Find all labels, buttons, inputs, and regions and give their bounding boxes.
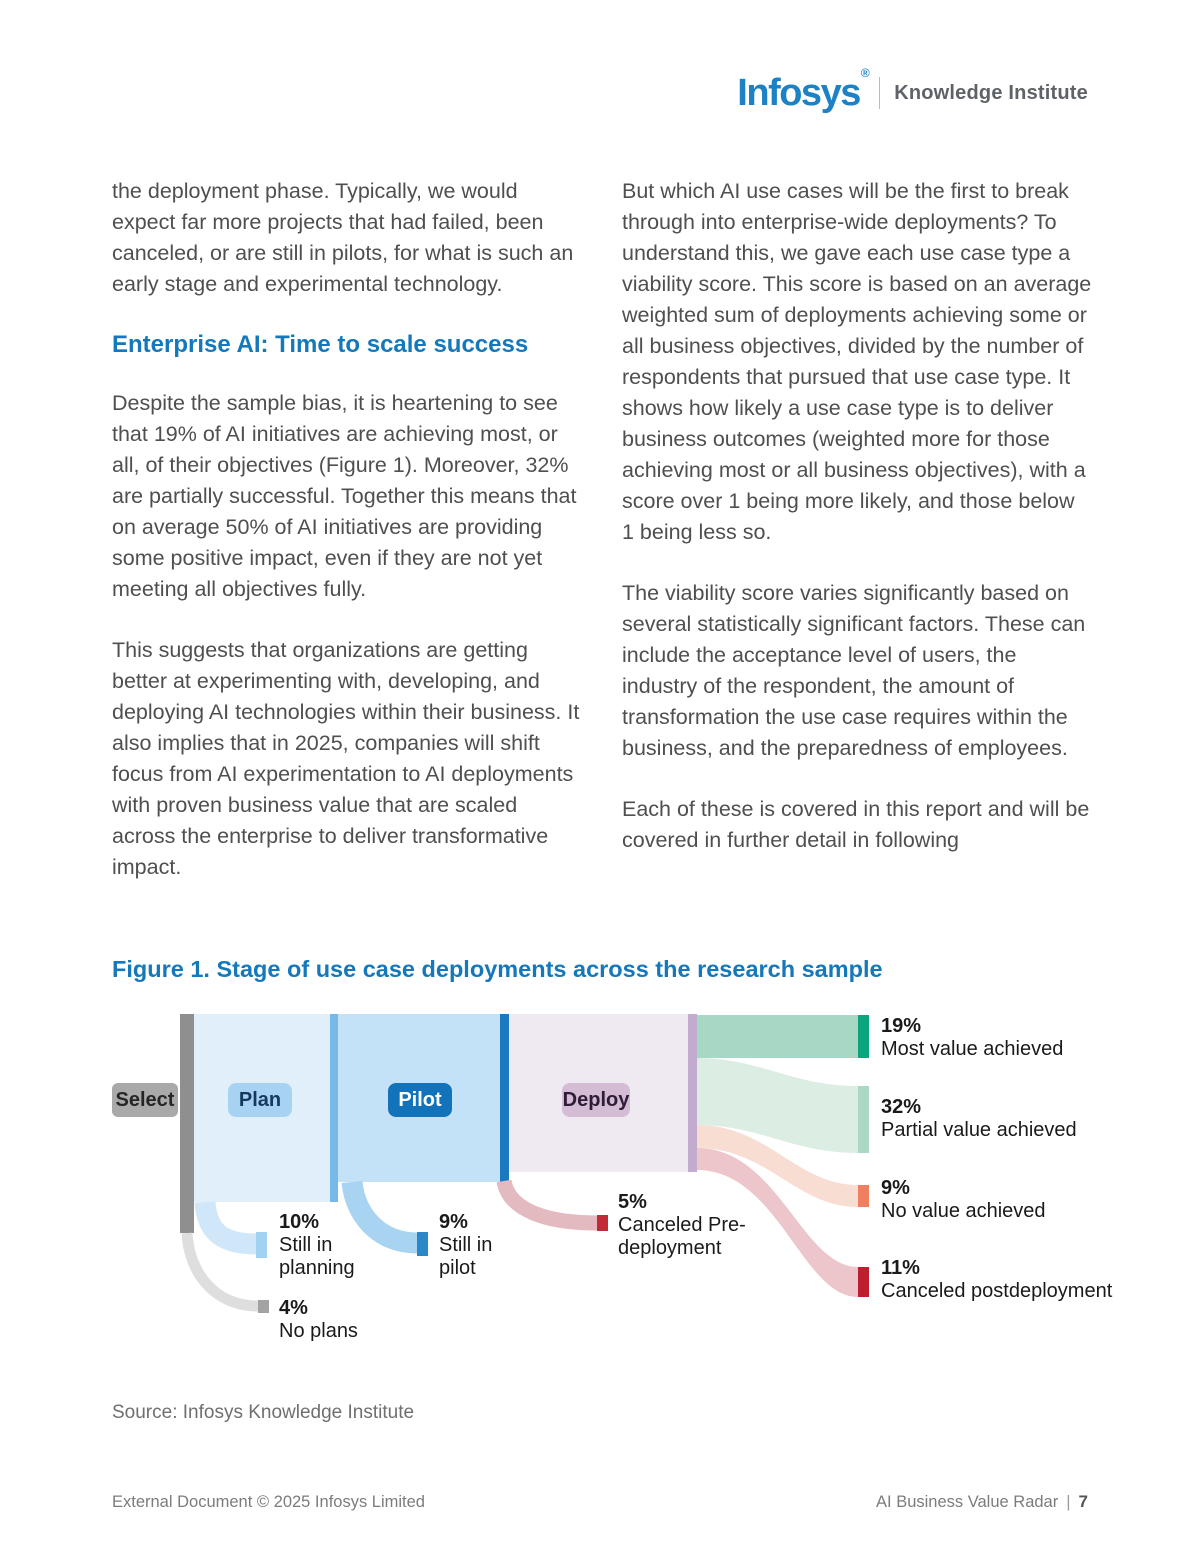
page-number: 7 bbox=[1078, 1492, 1088, 1511]
registered-mark: ® bbox=[860, 66, 869, 81]
plan-node-bar bbox=[330, 1014, 338, 1202]
left-column bbox=[112, 176, 582, 913]
footer-doc-title: AI Business Value Radar bbox=[876, 1493, 1059, 1511]
text-no-plans: No plans bbox=[279, 1320, 358, 1342]
right-column bbox=[622, 176, 1092, 913]
text-partial-value: Partial value achieved bbox=[881, 1119, 1077, 1141]
text-no-value: No value achieved bbox=[881, 1200, 1046, 1222]
pct-canceled-predeployment: 5% bbox=[618, 1191, 647, 1213]
body-columns bbox=[112, 176, 1092, 913]
deploy-node-bar bbox=[688, 1014, 697, 1172]
text-still-in-pilot: Still in pilot bbox=[439, 1234, 493, 1279]
sankey-diagram bbox=[0, 1005, 1200, 1360]
select-node-bar bbox=[180, 1014, 194, 1233]
paragraph: Despite the sample bias, it is heartening to see that 19% of AI initiatives are achieving most, or all, of their objectives (Figure 1). Moreover, 32% are partially successful. Together this means that on average 50% of AI initiatives are providing some positive impact, even if they are not yet meeting all objectives fully. bbox=[112, 391, 577, 601]
stage-label-deploy: Deploy bbox=[562, 1083, 630, 1117]
stage-label-plan: Plan bbox=[228, 1083, 292, 1117]
stage-label-select: Select bbox=[112, 1083, 178, 1117]
paragraph: This suggests that organizations are getting better at experimenting with, developing, and deploying AI technologies within their business. It also implies that in 2025, companies will shift focus from AI experimentation to AI deployments with proven business value that are scaled across the enterprise to deliver transformative impact. bbox=[112, 638, 580, 879]
label-still-in-pilot bbox=[439, 1211, 529, 1280]
knowledge-institute-label: Knowledge Institute bbox=[894, 81, 1088, 104]
label-still-in-planning bbox=[279, 1211, 384, 1280]
footer-separator: | bbox=[1066, 1493, 1071, 1511]
pct-still-in-planning: 10% bbox=[279, 1211, 320, 1233]
label-canceled-predeployment bbox=[618, 1191, 778, 1260]
pilot-node-bar bbox=[500, 1014, 509, 1182]
flow-most-value bbox=[697, 1015, 858, 1058]
text-still-in-planning: Still in planning bbox=[279, 1234, 355, 1279]
figure-title: Figure 1. Stage of use case deployments across the research sample bbox=[112, 956, 883, 982]
text-canceled-postdeployment: Canceled postdeployment bbox=[881, 1280, 1113, 1302]
section-heading: Enterprise AI: Time to scale success bbox=[112, 331, 529, 358]
pct-no-value: 9% bbox=[881, 1177, 910, 1199]
label-no-plans bbox=[279, 1297, 409, 1343]
footer-copyright: External Document © 2025 Infosys Limited bbox=[112, 1493, 425, 1511]
paragraph: But which AI use cases will be the first to break through into enterprise-wide deployments? To understand this, we gave each use case type a viability score. This score is based on an average weighted sum of deployments achieving some or all business objectives, divided by the number of respondents that pursued that use case type. It shows how likely a use case type is to deliver business outcomes (weighted more for those achieving most or all business objectives), with a score over 1 being more likely, and those below 1 being less so. bbox=[622, 179, 1092, 544]
node-still-in-pilot bbox=[417, 1232, 428, 1256]
label-partial-value bbox=[881, 1096, 1141, 1142]
footer-right bbox=[876, 1492, 1088, 1512]
node-most-value bbox=[858, 1015, 869, 1058]
node-still-in-planning bbox=[256, 1232, 267, 1258]
pct-most-value: 19% bbox=[881, 1015, 922, 1037]
page-footer bbox=[112, 1492, 1088, 1512]
flow-still-in-planning bbox=[205, 1202, 256, 1244]
pct-still-in-pilot: 9% bbox=[439, 1211, 468, 1233]
header-divider bbox=[879, 77, 880, 109]
node-no-value bbox=[858, 1185, 869, 1207]
header bbox=[737, 66, 1088, 114]
node-canceled-predeployment bbox=[597, 1215, 608, 1231]
node-no-plans bbox=[258, 1300, 269, 1313]
pct-partial-value: 32% bbox=[881, 1096, 922, 1118]
node-partial-value bbox=[858, 1086, 869, 1153]
infosys-logo bbox=[737, 66, 869, 114]
text-canceled-predeployment: Canceled Pre-deployment bbox=[618, 1214, 746, 1259]
figure-source: Source: Infosys Knowledge Institute bbox=[112, 1402, 415, 1423]
pct-no-plans: 4% bbox=[279, 1297, 308, 1319]
label-canceled-postdeployment bbox=[881, 1257, 1141, 1303]
paragraph: The viability score varies significantly based on several statistically significant factors. These can include the acceptance level of users, the industry of the respondent, the amount of transformation the use case requires within the business, and the preparedness of employees. bbox=[622, 581, 1086, 760]
text-most-value: Most value achieved bbox=[881, 1038, 1064, 1060]
paragraph: Each of these is covered in this report and will be covered in further detail in following bbox=[622, 797, 1090, 852]
label-most-value bbox=[881, 1015, 1141, 1061]
brand-wordmark: Infosys bbox=[737, 72, 860, 114]
stage-label-pilot: Pilot bbox=[388, 1083, 452, 1117]
node-canceled-postdeployment bbox=[858, 1267, 869, 1297]
label-no-value bbox=[881, 1177, 1141, 1223]
pct-canceled-postdeployment: 11% bbox=[881, 1257, 920, 1279]
paragraph: the deployment phase. Typically, we would expect far more projects that had failed, been canceled, or are still in pilots, for what is such an early stage and experimental technology. bbox=[112, 179, 574, 296]
